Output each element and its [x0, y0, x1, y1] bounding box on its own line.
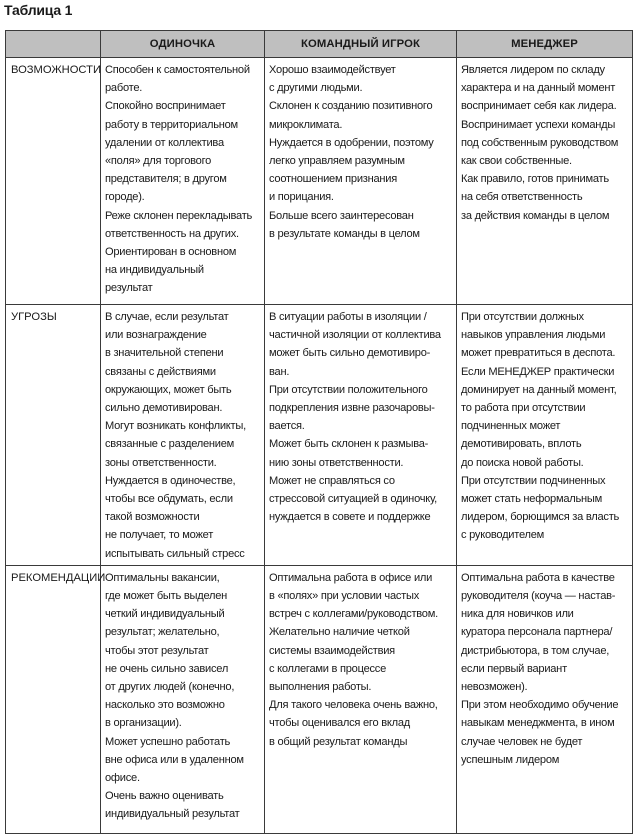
cell-text-line: вне офиса или в удаленном — [105, 753, 244, 766]
row-label-opportunities: ВОЗМОЖНОСТИ — [6, 58, 101, 305]
cell-opportunities-manager — [457, 58, 633, 305]
cell-text-line: Больше всего заинтересован — [269, 209, 414, 222]
table-row-recommendations — [6, 565, 633, 833]
cell-text-line: Для такого человека очень важно, — [269, 699, 438, 712]
cell-text-line: на себя ответственность — [461, 191, 583, 204]
cell-text-line: Очень важно оценивать — [105, 790, 224, 803]
cell-text-line: ника для новичков или — [461, 608, 574, 621]
cell-recommendations-loner — [101, 565, 265, 833]
table-caption: Таблица 1 — [4, 2, 73, 18]
cell-text-line: руководителя (коуча — настав- — [461, 590, 616, 603]
cell-text-line: индивидуальный результат — [105, 808, 240, 821]
cell-text-line: и порицания. — [269, 191, 334, 204]
cell-threats-manager — [457, 305, 633, 566]
cell-text-line: нуждается в совете и поддержке — [269, 511, 431, 524]
cell-text-line: Склонен к созданию позитивного — [269, 100, 433, 113]
cell-text-line: Способен к самостоятельной — [105, 64, 250, 76]
cell-text-line: чтобы этот результат — [105, 644, 209, 657]
row-label-recommendations: РЕКОМЕНДАЦИИ — [6, 565, 101, 833]
cell-text-line: Реже склонен перекладывать — [105, 209, 253, 222]
cell-text-line: микроклимата. — [269, 118, 343, 131]
cell-text-line: представителя; в другом — [105, 173, 227, 186]
cell-text-line: может быть сильно демотивиро- — [269, 347, 431, 360]
cell-text-line: результат — [105, 282, 153, 295]
cell-text-line: за действия команды в целом — [461, 209, 610, 222]
cell-text-line: где может быть выделен — [105, 590, 228, 603]
cell-text-line: не получает, то может — [105, 529, 214, 542]
cell-text-line: на индивидуальный — [105, 264, 204, 277]
cell-text-line: сильно демотивирован. — [105, 402, 223, 415]
cell-text-line: выполнения работы. — [269, 681, 372, 694]
cell-threats-loner — [101, 305, 265, 566]
cell-text-line: частичной изоляции от коллектива — [269, 329, 441, 342]
cell-text-line: куратора персонала партнера/ — [461, 626, 613, 639]
cell-text-line: лидером, борющимся за власть — [461, 511, 620, 524]
cell-text-line: Как правило, готов принимать — [461, 173, 609, 186]
cell-text-line: успешным лидером — [461, 753, 560, 766]
cell-text-line: такой возможности — [105, 511, 200, 524]
header-manager: МЕНЕДЖЕР — [457, 31, 633, 58]
cell-text-line: не очень сильно зависел — [105, 662, 229, 675]
cell-text-line: в значительной степени — [105, 347, 224, 360]
cell-text-line: В случае, если результат — [105, 311, 229, 323]
cell-text-line: ван. — [269, 365, 290, 378]
cell-text-line: Может успешно работать — [105, 735, 231, 748]
cell-text-line: офисе. — [105, 772, 140, 785]
cell-text-line: стрессовой ситуацией в одиночку, — [269, 493, 438, 506]
cell-text-line: Спокойно воспринимает — [105, 100, 226, 113]
cell-text-line: характера и на данный момент — [461, 82, 616, 95]
cell-text-line: окружающих, может быть — [105, 383, 232, 396]
cell-text-line: до поиска новой работы. — [461, 456, 584, 469]
cell-text-line: ответственность на других. — [105, 227, 239, 240]
cell-recommendations-team-player — [265, 565, 457, 833]
cell-text-line: чтобы все обдумать, если — [105, 493, 233, 506]
cell-text-line: дистрибьютора, в том случае, — [461, 644, 610, 657]
cell-text-line: встреч с коллегами/руководством. — [269, 608, 438, 621]
cell-text-line: городе). — [105, 191, 145, 204]
table-row-threats — [6, 305, 633, 566]
cell-text-line: в общий результат команды — [269, 735, 408, 748]
cell-opportunities-loner — [101, 58, 265, 305]
cell-text-line: если первый вариант — [461, 662, 567, 675]
header-odinochka: ОДИНОЧКА — [101, 31, 265, 58]
cell-text-line: Является лидером по складу — [461, 64, 605, 76]
cell-text-line: в результате команды в целом — [269, 227, 420, 240]
cell-text-line: может превратиться в деспота. — [461, 347, 616, 360]
cell-text-line: навыкам менеджмента, в ином — [461, 717, 615, 730]
cell-text-line: связаны с действиями — [105, 365, 216, 378]
cell-threats-team-player — [265, 305, 457, 566]
cell-text-line: Воспринимает успехи команды — [461, 118, 616, 131]
cell-text-line: четкий индивидуальный — [105, 608, 225, 621]
cell-text-line: с другими людьми. — [269, 82, 363, 95]
cell-text-line: легко управляем разумным — [269, 155, 405, 168]
cell-text-line: случае человек не будет — [461, 735, 583, 748]
cell-recommendations-manager — [457, 565, 633, 833]
cell-text-line: может стать неформальным — [461, 493, 602, 506]
cell-text-line: Ориентирован в основном — [105, 246, 237, 259]
cell-text-line: работу в территориальном — [105, 118, 238, 131]
comparison-table — [5, 30, 633, 834]
cell-opportunities-team-player — [265, 58, 457, 305]
cell-text-line: соотношением признания — [269, 173, 398, 186]
cell-text-line: испытывать сильный стресс — [105, 547, 245, 560]
cell-text-line: как свои собственные. — [461, 155, 572, 168]
cell-text-line: подкрепления извне разочаровы- — [269, 402, 435, 415]
cell-text-line: В ситуации работы в изоляции / — [269, 311, 427, 323]
cell-text-line: с руководителем — [461, 529, 545, 542]
cell-text-line: Нуждается в одиночестве, — [105, 474, 236, 487]
cell-text-line: Оптимальна работа в качестве — [461, 571, 615, 584]
cell-text-line: «поля» для торгового — [105, 155, 212, 168]
cell-text-line: воспринимает себя как лидера. — [461, 100, 617, 113]
cell-text-line: подчиненных может — [461, 420, 561, 433]
cell-text-line: в организации). — [105, 717, 182, 730]
cell-text-line: демотивировать, вплоть — [461, 438, 582, 451]
cell-text-line: Если МЕНЕДЖЕР практически — [461, 365, 615, 378]
cell-text-line: результат; желательно, — [105, 626, 220, 639]
table-row-opportunities — [6, 58, 633, 305]
row-label-threats: УГРОЗЫ — [6, 305, 101, 566]
cell-text-line: Оптимальна работа в офисе или — [269, 571, 433, 584]
cell-text-line: При этом необходимо обучение — [461, 699, 619, 712]
cell-text-line: навыков управления людьми — [461, 329, 606, 342]
cell-text-line: то работа при отсутствии — [461, 402, 586, 415]
cell-text-line: Нуждается в одобрении, поэтому — [269, 136, 434, 149]
cell-text-line: Могут возникать конфликты, — [105, 420, 246, 433]
cell-text-line: Может быть склонен к размыва- — [269, 438, 429, 451]
header-team-player: КОМАНДНЫЙ ИГРОК — [265, 31, 457, 58]
cell-text-line: зоны ответственности. — [105, 456, 217, 469]
cell-text-line: При отсутствии положительного — [269, 383, 428, 396]
cell-text-line: работе. — [105, 82, 143, 95]
cell-text-line: нию зоны ответственности. — [269, 456, 404, 469]
cell-text-line: насколько это возможно — [105, 699, 225, 712]
cell-text-line: в «полях» при условии частых — [269, 590, 420, 603]
cell-text-line: При отсутствии должных — [461, 311, 584, 323]
cell-text-line: под собственным руководством — [461, 136, 619, 149]
header-corner — [6, 31, 101, 58]
cell-text-line: Хорошо взаимодействует — [269, 64, 396, 76]
cell-text-line: или вознаграждение — [105, 329, 207, 342]
cell-text-line: связанные с разделением — [105, 438, 235, 451]
cell-text-line: Желательно наличие четкой — [269, 626, 410, 639]
cell-text-line: доминирует на данный момент, — [461, 383, 617, 396]
table-body — [6, 58, 633, 834]
cell-text-line: Может не справляться со — [269, 474, 395, 487]
cell-text-line: чтобы оценивался его вклад — [269, 717, 410, 730]
cell-text-line: вается. — [269, 420, 305, 433]
cell-text-line: невозможен). — [461, 681, 528, 694]
cell-text-line: с коллегами в процессе — [269, 662, 387, 675]
cell-text-line: Оптимальны вакансии, — [105, 571, 220, 584]
cell-text-line: от других людей (конечно, — [105, 681, 235, 694]
cell-text-line: удалении от коллектива — [105, 136, 224, 149]
cell-text-line: системы взаимодействия — [269, 644, 395, 657]
cell-text-line: При отсутствии подчиненных — [461, 474, 606, 487]
header-row — [6, 31, 633, 58]
